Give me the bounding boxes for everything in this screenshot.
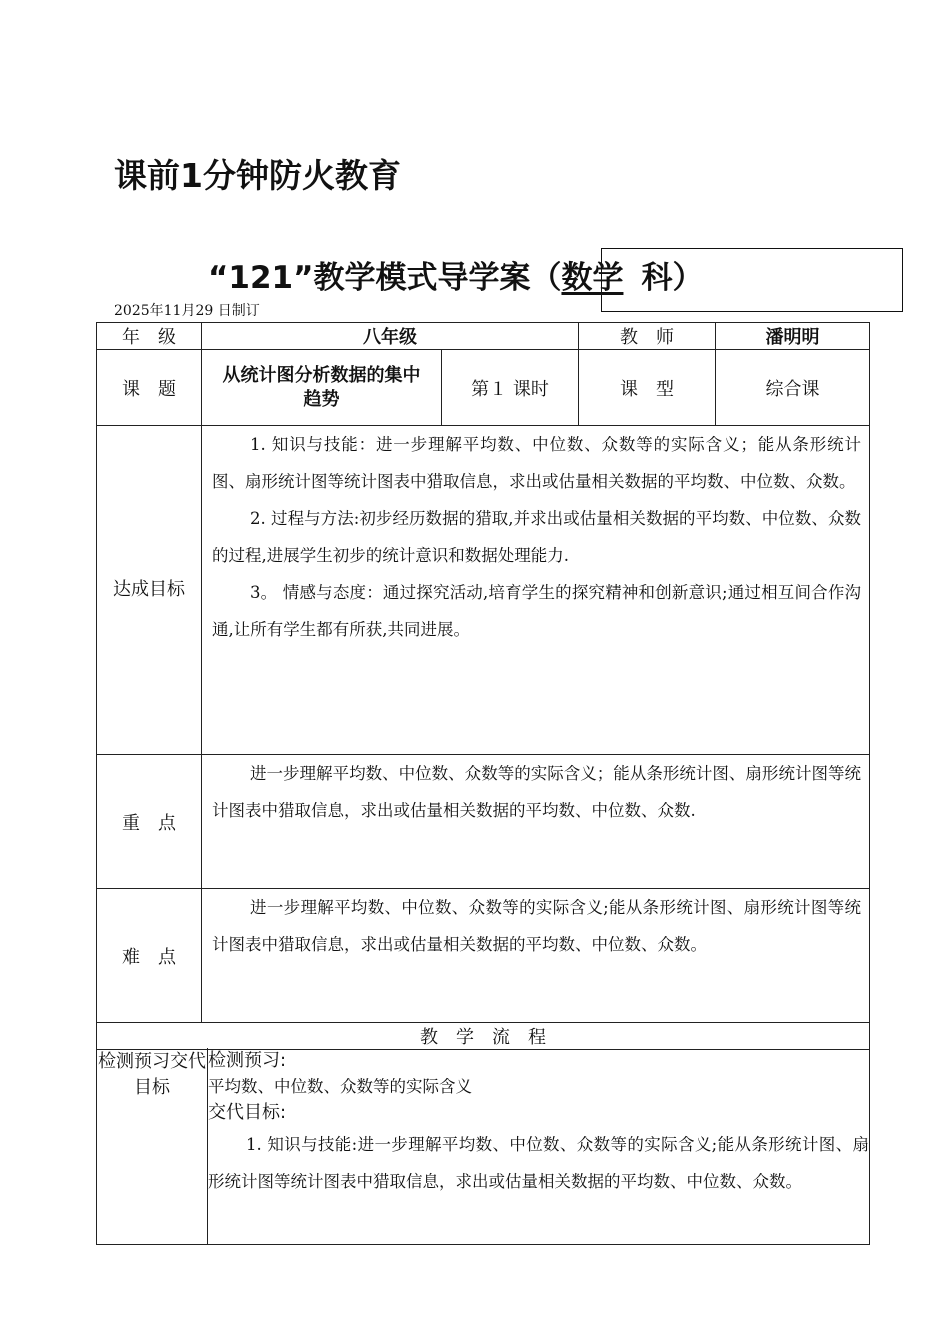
key-points-text: 进一步理解平均数、中位数、众数等的实际含义；能从条形统计图、扇形统计图等统计图表中猎取信息，求出或估量相关数据的平均数、中位数、众数. (212, 764, 861, 820)
difficulties-text: 进一步理解平均数、中位数、众数等的实际含义;能从条形统计图、扇形统计图等统计图表中猎取信息，求出或估量相关数据的平均数、中位数、众数。 (212, 898, 861, 954)
title-prefix: “121”教学模式导学案（ (208, 260, 562, 296)
difficulties-content (202, 889, 870, 1023)
flow-stage-label: 检测预习交代目标 (97, 1048, 208, 1244)
title-suffix: 科） (641, 260, 704, 296)
topic-value: 从统计图分析数据的集中趋势 (202, 350, 442, 426)
goals-content (202, 426, 870, 755)
page-heading: 课前1分钟防火教育 (114, 156, 401, 195)
flow-stage-content (208, 1048, 870, 1244)
goal-item-emotion: 3。 情感与态度：通过探究活动,培育学生的探究精神和创新意识;通过相互间合作沟通,让所有学生都有所获,共同进展。 (212, 583, 861, 639)
period-value: 第１ 课时 (442, 350, 579, 426)
row-difficulties (97, 889, 870, 1023)
key-points-content (202, 755, 870, 889)
goal-item-knowledge: 1. 知识与技能：进一步理解平均数、中位数、众数等的实际含义；能从条形统计图、扇形统计图等统计图表中猎取信息，求出或估量相关数据的平均数、中位数、众数。 (212, 435, 861, 491)
teacher-label: 教 师 (579, 323, 716, 350)
row-flow-stage (97, 1048, 870, 1244)
teacher-value: 潘明明 (716, 323, 870, 350)
row-goals (97, 426, 870, 755)
key-points-label: 重 点 (97, 755, 202, 889)
row-key-points (97, 755, 870, 889)
grade-label: 年 级 (97, 323, 202, 350)
document-title (208, 252, 703, 297)
flow-title: 教 学 流 程 (97, 1023, 870, 1050)
goals-label: 达成目标 (97, 426, 202, 755)
goal-item-process: 2. 过程与方法:初步经历数据的猎取,并求出或估量相关数据的平均数、中位数、众数的过程,进展学生初步的统计意识和数据处理能力. (212, 509, 861, 565)
revision-date: 2025年11月29 日制订 (114, 303, 260, 319)
preview-label: 检测预习: (208, 1050, 287, 1071)
subject-name: 数学 (561, 260, 624, 296)
row-flow-title (97, 1023, 870, 1050)
row-topic (97, 350, 870, 426)
type-value: 综合课 (716, 350, 870, 426)
preview-text: 平均数、中位数、众数等的实际含义 (208, 1077, 472, 1096)
row-grade (97, 323, 870, 350)
goal-label: 交代目标: (208, 1102, 287, 1123)
flow-table (96, 1048, 870, 1245)
type-label: 课 型 (579, 350, 716, 426)
grade-value: 八年级 (202, 323, 579, 350)
goal-text: 1. 知识与技能:进一步理解平均数、中位数、众数等的实际含义;能从条形统计图、扇形统计图等统计图表中猎取信息，求出或估量相关数据的平均数、中位数、众数。 (208, 1135, 869, 1191)
difficulties-label: 难 点 (97, 889, 202, 1023)
topic-label: 课 题 (97, 350, 202, 426)
lesson-plan-table (96, 322, 870, 1050)
